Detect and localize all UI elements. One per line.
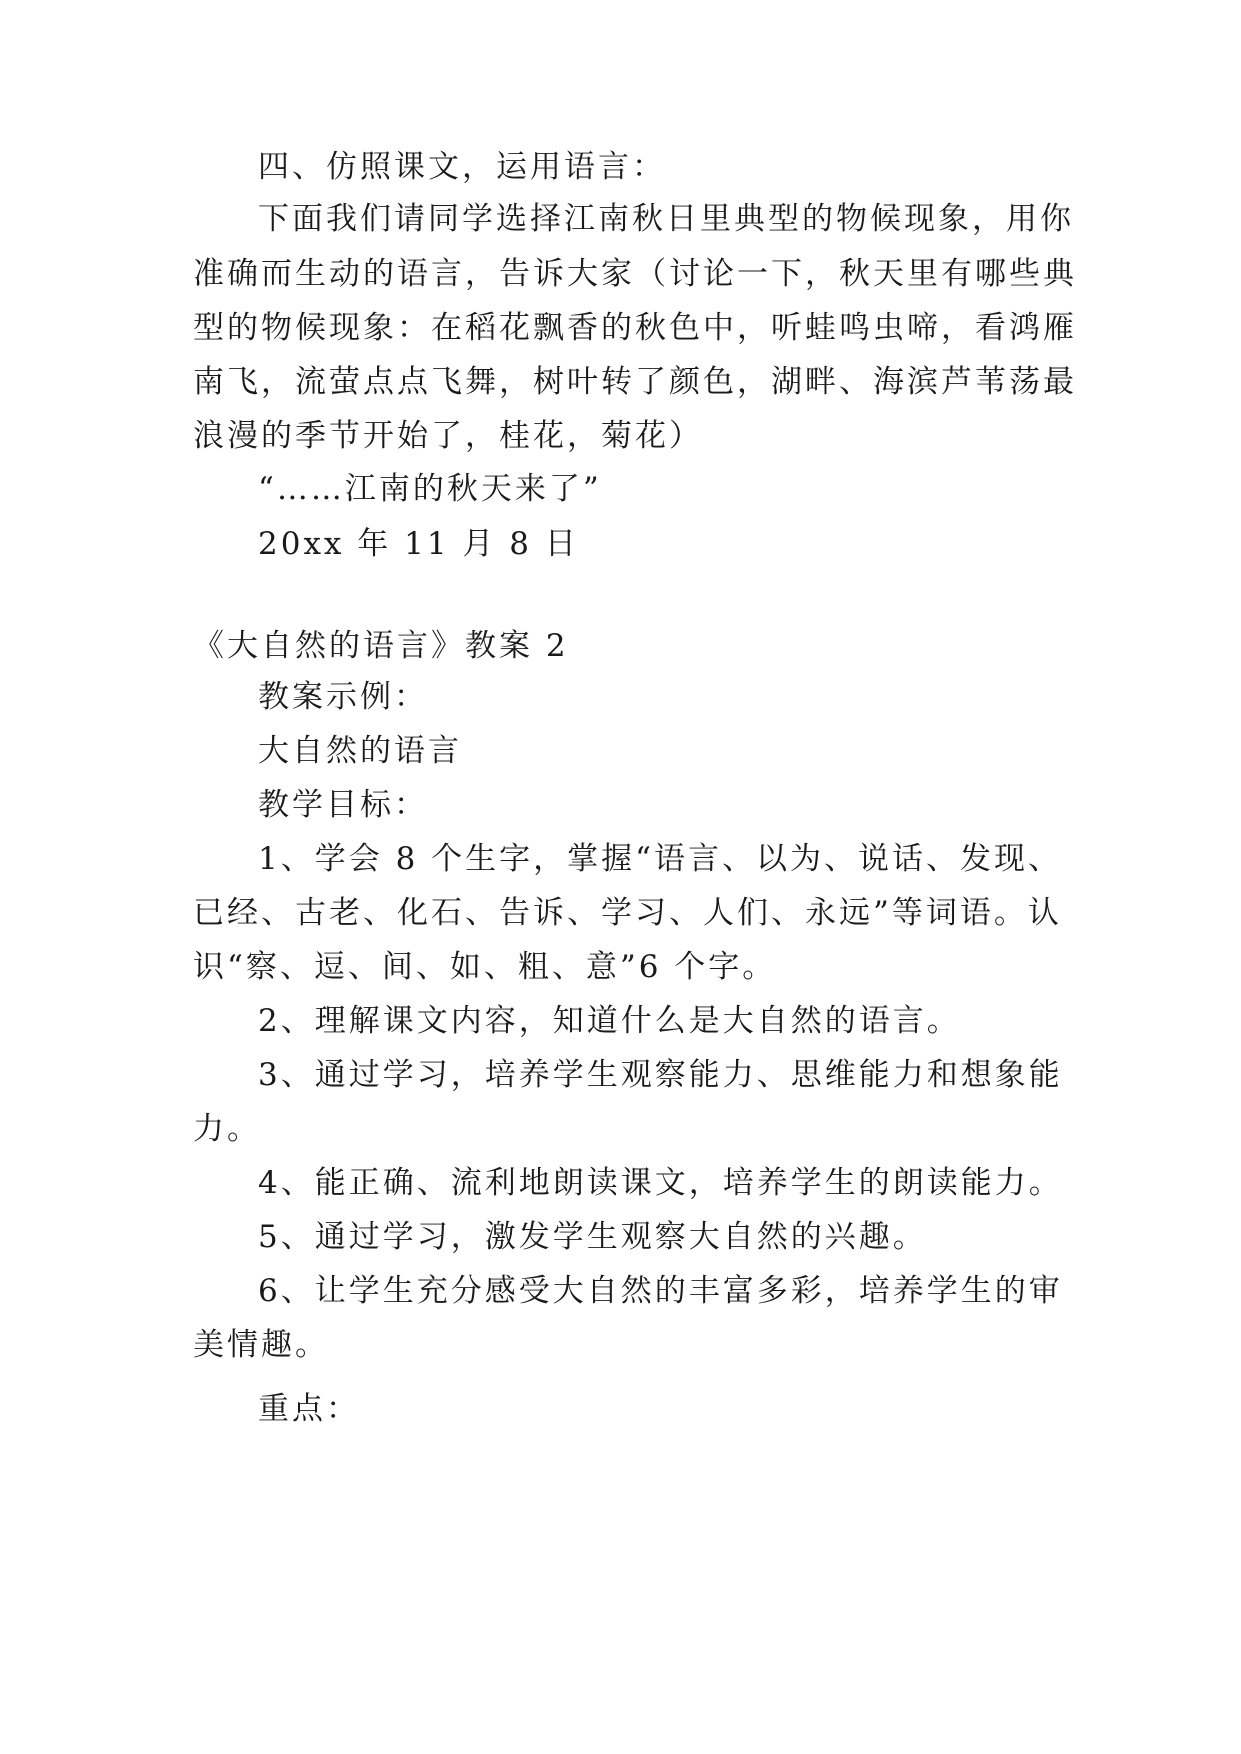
goal-line: 1、学会 8 个生字，掌握“语言、以为、说话、发现、 bbox=[258, 841, 1063, 877]
goal-line: 已经、古老、化石、告诉、学习、人们、永远”等词语。认 bbox=[193, 895, 1062, 931]
date-line: 20xx 年 11 月 8 日 bbox=[258, 526, 579, 562]
goal-line: 3、通过学习，培养学生观察能力、思维能力和想象能 bbox=[258, 1057, 1063, 1093]
goal-line: 4、能正确、流利地朗读课文，培养学生的朗读能力。 bbox=[258, 1165, 1063, 1201]
goal-line: 6、让学生充分感受大自然的丰富多彩，培养学生的审 bbox=[258, 1273, 1063, 1309]
goal-line: 力。 bbox=[193, 1111, 261, 1147]
key-points-label: 重点： bbox=[258, 1391, 360, 1427]
goal-line: 2、理解课文内容，知道什么是大自然的语言。 bbox=[258, 1003, 961, 1039]
paragraph-line: 型的物候现象：在稻花飘香的秋色中，听蛙鸣虫啼，看鸿雁 bbox=[193, 310, 1077, 346]
paragraph-line: 浪漫的季节开始了，桂花，菊花） bbox=[193, 418, 703, 454]
example-label: 教案示例： bbox=[258, 679, 428, 715]
paragraph-line: 南飞，流萤点点飞舞，树叶转了颜色，湖畔、海滨芦苇荡最 bbox=[193, 364, 1077, 400]
document-title: 《大自然的语言》教案 2 bbox=[193, 628, 569, 664]
lesson-title: 大自然的语言 bbox=[258, 733, 462, 769]
goal-line: 美情趣。 bbox=[193, 1327, 329, 1363]
section-heading: 四、仿照课文，运用语言： bbox=[258, 149, 666, 185]
quote-line: “……江南的秋天来了” bbox=[258, 471, 602, 507]
paragraph-line: 准确而生动的语言，告诉大家（讨论一下，秋天里有哪些典 bbox=[193, 256, 1077, 292]
goal-line: 识“察、逗、间、如、粗、意”6 个字。 bbox=[193, 949, 777, 985]
paragraph-line: 下面我们请同学选择江南秋日里典型的物候现象，用你 bbox=[258, 201, 1074, 237]
goal-line: 5、通过学习，激发学生观察大自然的兴趣。 bbox=[258, 1219, 927, 1255]
goals-label: 教学目标： bbox=[258, 787, 428, 823]
